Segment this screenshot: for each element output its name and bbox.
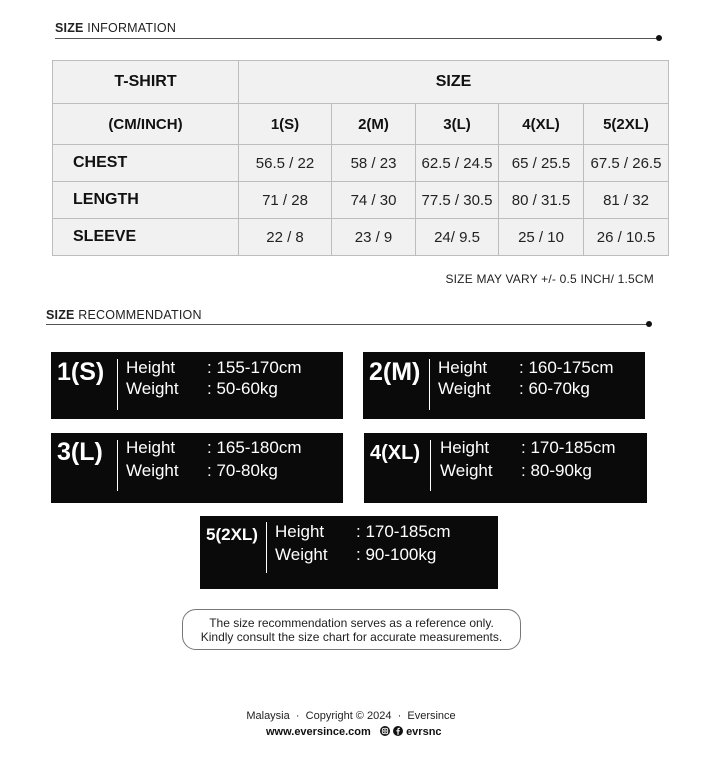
card-weight-value: : 50-60kg	[207, 379, 278, 398]
card-height-value: : 170-185cm	[356, 522, 451, 541]
table-row-sleeve	[53, 219, 669, 256]
table-cell: 26 / 10.5	[584, 219, 669, 256]
card-height-value: : 155-170cm	[207, 358, 302, 377]
table-row-chest	[53, 145, 669, 182]
disclaimer-line-2: Kindly consult the size chart for accurate measurements.	[200, 630, 503, 644]
card-size-label: 4(XL)	[370, 442, 420, 464]
size-recommendation-divider-dot	[646, 321, 652, 327]
size-card-l	[51, 433, 343, 503]
size-information-divider	[55, 38, 658, 39]
card-height-label: Height	[126, 358, 176, 377]
disclaimer-line-1: The size recommendation serves as a reference only.	[209, 616, 494, 630]
size-recommendation-heading-rest: RECOMMENDATION	[78, 308, 202, 322]
size-card-2xl	[200, 516, 498, 589]
footer-country: Malaysia	[246, 710, 290, 722]
size-information-heading	[55, 21, 176, 35]
card-size-label: 2(M)	[369, 358, 421, 386]
table-row-length	[53, 182, 669, 219]
size-recommendation-heading-bold: SIZE	[46, 308, 75, 322]
card-height-value: : 170-185cm	[521, 438, 616, 457]
table-cell: 56.5 / 22	[239, 145, 332, 182]
size-disclaimer	[182, 609, 521, 650]
footer-website-link[interactable]: www.eversince.com	[266, 726, 371, 738]
table-cell: 81 / 32	[584, 182, 669, 219]
table-cell: 77.5 / 30.5	[416, 182, 499, 219]
size-information-heading-rest: INFORMATION	[87, 21, 177, 35]
card-weight-value: : 90-100kg	[356, 545, 437, 564]
size-information-heading-bold: SIZE	[55, 21, 84, 35]
facebook-icon[interactable]	[393, 726, 403, 736]
table-cell: 25 / 10	[499, 219, 584, 256]
table-header-row	[53, 61, 669, 104]
table-cell: 58 / 23	[332, 145, 416, 182]
size-column-header: 3(L)	[416, 104, 499, 145]
instagram-icon[interactable]	[380, 726, 390, 736]
table-cell: 80 / 31.5	[499, 182, 584, 219]
card-weight-value: : 70-80kg	[207, 461, 278, 480]
size-card-s	[51, 352, 343, 419]
footer-copyright-line	[0, 710, 702, 722]
table-cell: 23 / 9	[332, 219, 416, 256]
table-cell: 71 / 28	[239, 182, 332, 219]
card-height-label: Height	[438, 358, 488, 377]
card-height-label: Height	[440, 438, 490, 457]
card-weight-label: Weight	[126, 379, 179, 398]
table-cell: 24/ 9.5	[416, 219, 499, 256]
row-label: SLEEVE	[53, 219, 239, 256]
size-column-header: 4(XL)	[499, 104, 584, 145]
table-cell: 62.5 / 24.5	[416, 145, 499, 182]
size-column-header: 5(2XL)	[584, 104, 669, 145]
table-cell: 65 / 25.5	[499, 145, 584, 182]
card-divider	[430, 440, 431, 491]
card-height-label: Height	[275, 522, 325, 541]
size-chart-table	[52, 60, 669, 256]
table-cell: 67.5 / 26.5	[584, 145, 669, 182]
footer-brand: Eversince	[407, 710, 456, 722]
card-weight-value: : 80-90kg	[521, 461, 592, 480]
size-card-xl	[364, 433, 647, 503]
size-columns-row	[53, 104, 669, 145]
unit-label-cell: (CM/INCH)	[53, 104, 239, 145]
card-weight-label: Weight	[438, 379, 491, 398]
row-label: LENGTH	[53, 182, 239, 219]
card-divider	[117, 359, 118, 410]
footer-separator: ·	[295, 710, 300, 722]
card-height-value: : 165-180cm	[207, 438, 302, 457]
card-divider	[117, 440, 118, 491]
footer-separator: ·	[397, 710, 402, 722]
size-column-header: 2(M)	[332, 104, 416, 145]
tshirt-header-cell: T-SHIRT	[53, 61, 239, 104]
card-divider	[266, 522, 267, 573]
card-weight-value: : 60-70kg	[519, 379, 590, 398]
card-height-label: Height	[126, 438, 176, 457]
footer-links-line	[266, 726, 442, 738]
size-card-m	[363, 352, 645, 419]
card-weight-label: Weight	[440, 461, 493, 480]
size-column-header: 1(S)	[239, 104, 332, 145]
footer-social-handle[interactable]: evrsnc	[406, 726, 442, 738]
card-size-label: 3(L)	[57, 438, 103, 466]
card-weight-label: Weight	[126, 461, 179, 480]
size-recommendation-heading	[46, 308, 202, 322]
card-size-label: 1(S)	[57, 358, 105, 386]
size-variance-note: SIZE MAY VARY +/- 0.5 INCH/ 1.5CM	[445, 272, 654, 286]
size-information-divider-dot	[656, 35, 662, 41]
table-cell: 74 / 30	[332, 182, 416, 219]
card-size-label: 5(2XL)	[206, 525, 258, 544]
card-divider	[429, 359, 430, 410]
footer-copyright: Copyright © 2024	[305, 710, 392, 722]
size-header-cell: SIZE	[239, 61, 669, 104]
card-weight-label: Weight	[275, 545, 328, 564]
card-height-value: : 160-175cm	[519, 358, 614, 377]
table-cell: 22 / 8	[239, 219, 332, 256]
size-recommendation-divider	[46, 324, 648, 325]
row-label: CHEST	[53, 145, 239, 182]
